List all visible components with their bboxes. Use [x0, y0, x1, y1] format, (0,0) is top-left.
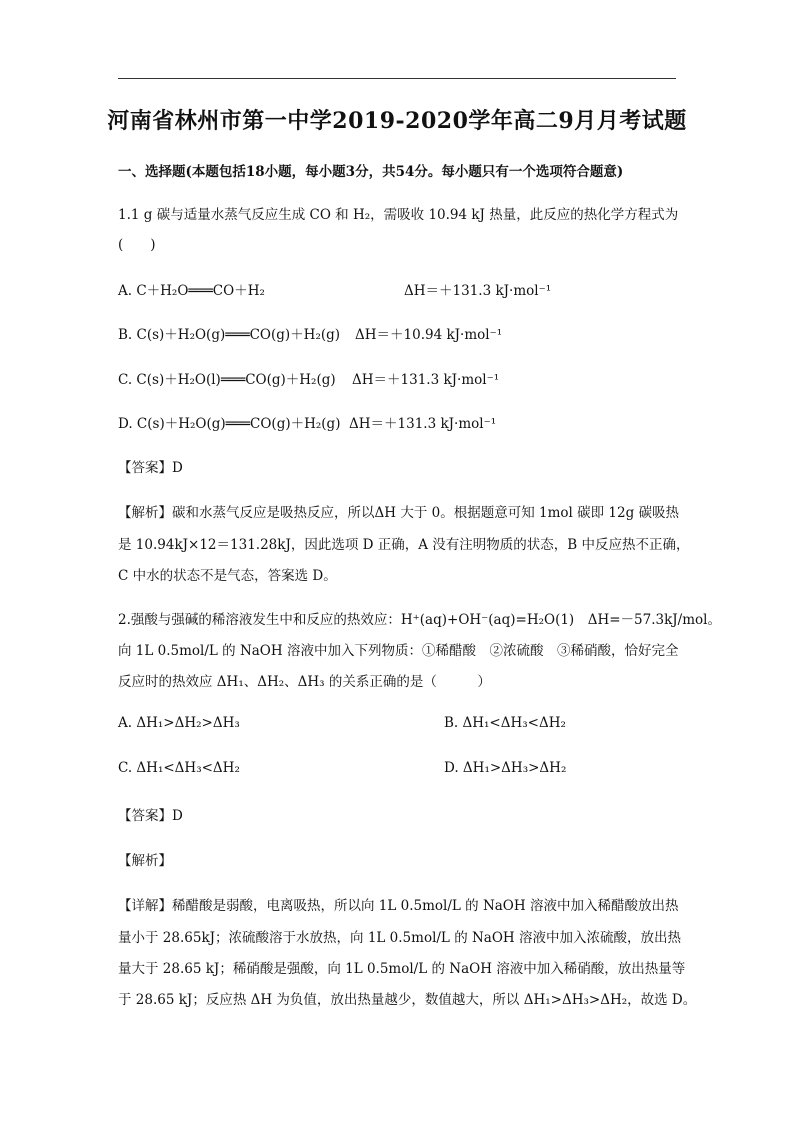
q1-explanation-line2: 是 10.94kJ×12＝131.28kJ，因此选项 D 正确，A 没有注明物质的状态，B 中反应热不正确，: [118, 537, 690, 553]
q1-answer: 【答案】D: [118, 460, 183, 476]
q1-option-d: D. C(s)＋H₂O(g)═══CO(g)＋H₂(g): [118, 416, 341, 432]
q1-stem-line2: ( ): [118, 237, 156, 253]
q1-option-d-enthalpy: ΔH＝＋131.3 kJ·mol⁻¹: [349, 416, 497, 432]
q2-stem-line3: 反应时的热效应 ΔH₁、ΔH₂、ΔH₃ 的关系正确的是（ ）: [118, 674, 491, 690]
q2-stem-line2: 向 1L 0.5mol/L 的 NaOH 溶液中加入下列物质：①稀醋酸 ②浓硫酸 ③稀硝酸，恰好完全: [118, 643, 679, 659]
q2-explanation-heading: 【解析】: [118, 853, 172, 869]
q2-stem-line1: 2.强酸与强碱的稀溶液发生中和反应的热效应：H⁺(aq)+OH⁻(aq)=H₂O(1) ΔH=－57.3kJ/mol。: [118, 612, 721, 628]
q1-option-c: C. C(s)＋H₂O(l)═══CO(g)＋H₂(g): [118, 372, 336, 388]
q2-option-d: D. ΔH₁>ΔH₃>ΔH₂: [444, 760, 567, 776]
q1-option-b-enthalpy: ΔH＝＋10.94 kJ·mol⁻¹: [355, 327, 503, 343]
q1-option-b: B. C(s)＋H₂O(g)═══CO(g)＋H₂(g): [118, 327, 341, 343]
q2-option-a: A. ΔH₁>ΔH₂>ΔH₃: [118, 715, 240, 731]
section-heading: 一、选择题(本题包括18小题，每小题3分，共54分。每小题只有一个选项符合题意): [118, 164, 624, 180]
q1-explanation-line1: 【解析】碳和水蒸气反应是吸热反应，所以ΔH 大于 0。根据题意可知 1mol 碳即 12g 碳吸热: [118, 505, 680, 521]
q2-option-c: C. ΔH₁<ΔH₃<ΔH₂: [118, 760, 240, 776]
q2-explanation-line4: 于 28.65 kJ；反应热 ΔH 为负值，放出热量越少，数值越大，所以 ΔH₁>ΔH₃>ΔH₂，故选 D。: [118, 992, 697, 1008]
q1-option-a: A. C＋H₂O═══CO＋H₂: [118, 283, 265, 299]
q1-option-c-enthalpy: ΔH＝＋131.3 kJ·mol⁻¹: [352, 372, 500, 388]
q2-answer: 【答案】D: [118, 808, 183, 824]
q2-option-b: B. ΔH₁<ΔH₃<ΔH₂: [444, 715, 566, 731]
q2-explanation-line3: 量大于 28.65 kJ；稀硝酸是强酸，向 1L 0.5mol/L 的 NaOH 溶液中加入稀硝酸，放出热量等: [118, 961, 686, 977]
q2-explanation-line2: 量小于 28.65kJ；浓硫酸溶于水放热，向 1L 0.5mol/L 的 NaOH 溶液中加入浓硫酸，放出热: [118, 930, 681, 946]
q1-explanation-line3: C 中水的状态不是气态，答案选 D。: [118, 568, 337, 584]
q1-stem-line1: 1.1 g 碳与适量水蒸气反应生成 CO 和 H₂，需吸收 10.94 kJ 热量，此反应的热化学方程式为: [118, 207, 679, 223]
page-title: 河南省林州市第一中学2019-2020学年高二9月月考试题: [107, 108, 687, 134]
header-rule: [118, 78, 676, 79]
q1-option-a-enthalpy: ΔH＝＋131.3 kJ·mol⁻¹: [404, 283, 552, 299]
q2-explanation-line1: 【详解】稀醋酸是弱酸，电离吸热，所以向 1L 0.5mol/L 的 NaOH 溶液中加入稀醋酸放出热: [118, 898, 679, 914]
